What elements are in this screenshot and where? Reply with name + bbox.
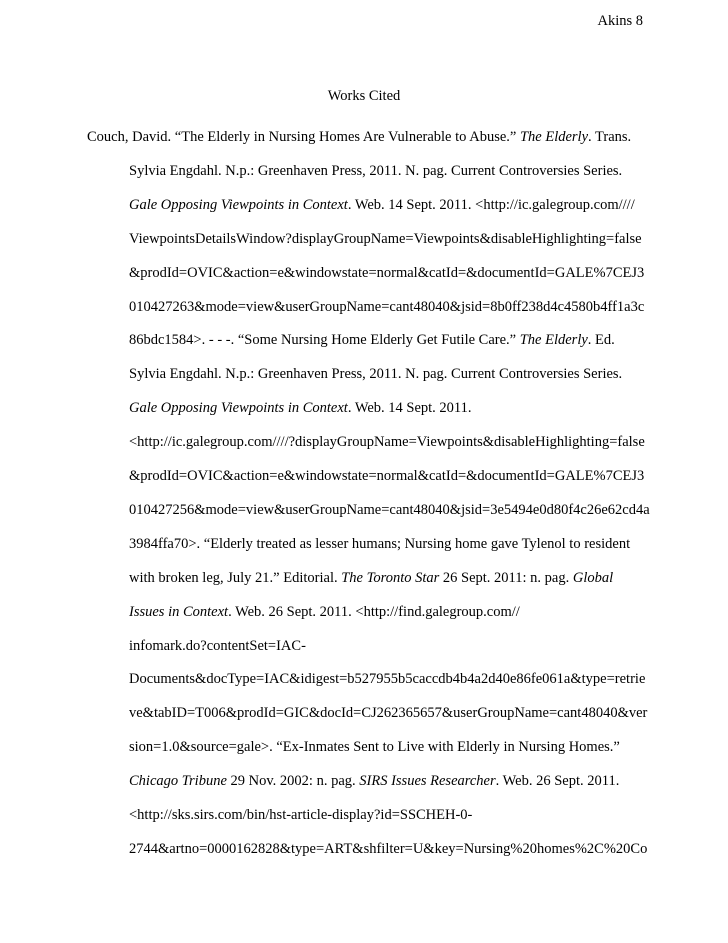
citation-line [129,297,644,317]
citation-line [129,737,620,757]
citation-line [129,669,645,689]
italic-title-text: The Elderly [519,332,588,349]
citation-text: with broken leg, July 21.” Editorial. [129,569,342,586]
citation-text: Sylvia Engdahl. N.p.: Greenhaven Press, 2011. N. pag. Current Controversies Series. [129,366,623,383]
citation-text: . Web. 26 Sept. 2011. [495,773,620,790]
citation-line [129,771,619,791]
citation-text: Couch, David. “The Elderly in Nursing Homes Are Vulnerable to Abuse.” [87,129,520,145]
citation-line [129,195,635,215]
citation-line [129,364,622,384]
running-head: Akins 8 [597,13,643,29]
italic-title-text: Gale Opposing Viewpoints in Context [129,196,348,213]
citation-line [129,568,613,588]
citation-text: . Web. 26 Sept. 2011. <http://find.galegroup.com// [228,603,520,620]
citation-text: . Ed. [587,332,615,349]
citation-text: . Web. 14 Sept. 2011. [347,400,472,417]
citation-text: <http://ic.galegroup.com////?displayGroupName=Viewpoints&disableHighlighting=false [129,434,645,451]
citation-text: infomark.do?contentSet=IAC- [129,637,306,654]
works-cited-title: Works Cited [327,88,401,104]
citation-text: ve&tabID=T006&prodId=GIC&docId=CJ262365657&userGroupName=cant48040&ver [129,705,648,722]
italic-title-text: Chicago Tribune [129,773,227,790]
italic-title-text: SIRS Issues Researcher [359,773,496,790]
citation-line [129,839,647,859]
italic-title-text: Global [572,569,614,586]
citation-text: <http://sks.sirs.com/bin/hst-article-display?id=SSCHEH-0- [129,807,473,823]
citation-line [129,703,647,723]
citation-text: 2744&artno=0000162828&type=ART&shfilter=U&key=Nursing%20homes%2C%20Co [129,840,648,857]
citation-line [129,500,650,520]
citation-line [129,805,472,825]
italic-title-text: The Toronto Star [341,569,440,586]
citation-line [129,432,645,452]
citation-line [129,330,615,350]
citation-text: 29 Nov. 2002: n. pag. [226,773,360,790]
citation-text: &prodId=OVIC&action=e&windowstate=normal&catId=&documentId=GALE%7CEJ3 [129,468,645,484]
citation-text: 86bdc1584>. - - -. “Some Nursing Home Elderly Get Futile Care.” [129,332,520,349]
citation-text: 26 Sept. 2011: n. pag. [439,569,573,586]
citation-text: . Web. 14 Sept. 2011. <http://ic.galegroup.com//// [347,196,635,213]
italic-title-text: Gale Opposing Viewpoints in Context [129,400,348,417]
citation-text: &prodId=OVIC&action=e&windowstate=normal&catId=&documentId=GALE%7CEJ3 [129,264,645,281]
citation-line [129,263,644,283]
italic-title-text: Issues in Context [129,603,229,620]
citation-text: 010427256&mode=view&userGroupName=cant48040&jsid=3e5494e0d80f4c26e62cd4a [129,501,650,518]
citation-line [129,636,306,656]
citation-line [129,398,472,418]
citation-text: 010427263&mode=view&userGroupName=cant48040&jsid=8b0ff238d4c4580b4ff1a3c [129,298,645,315]
citation-text: Sylvia Engdahl. N.p.: Greenhaven Press, 2011. N. pag. Current Controversies Series. [129,162,623,179]
citation-line [129,534,630,554]
citation-text: 3984ffa70>. “Elderly treated as lesser humans; Nursing home gave Tylenol to resident [129,535,631,552]
citation-text: ViewpointsDetailsWindow?displayGroupName=Viewpoints&disableHighlighting=false [129,230,642,247]
citation-line [87,127,631,147]
citation-line [129,602,520,622]
citation-line [129,466,644,486]
citation-text: Documents&docType=IAC&idigest=b527955b5caccdb4b4a2d40e86fe061a&type=retrie [129,671,646,688]
citation-text: . Trans. [588,129,632,145]
citation-line [129,161,622,181]
citation-line [129,229,642,249]
citation-text: sion=1.0&source=gale>. “Ex-Inmates Sent to Live with Elderly in Nursing Homes.” [129,739,620,756]
italic-title-text: The Elderly [519,129,589,145]
